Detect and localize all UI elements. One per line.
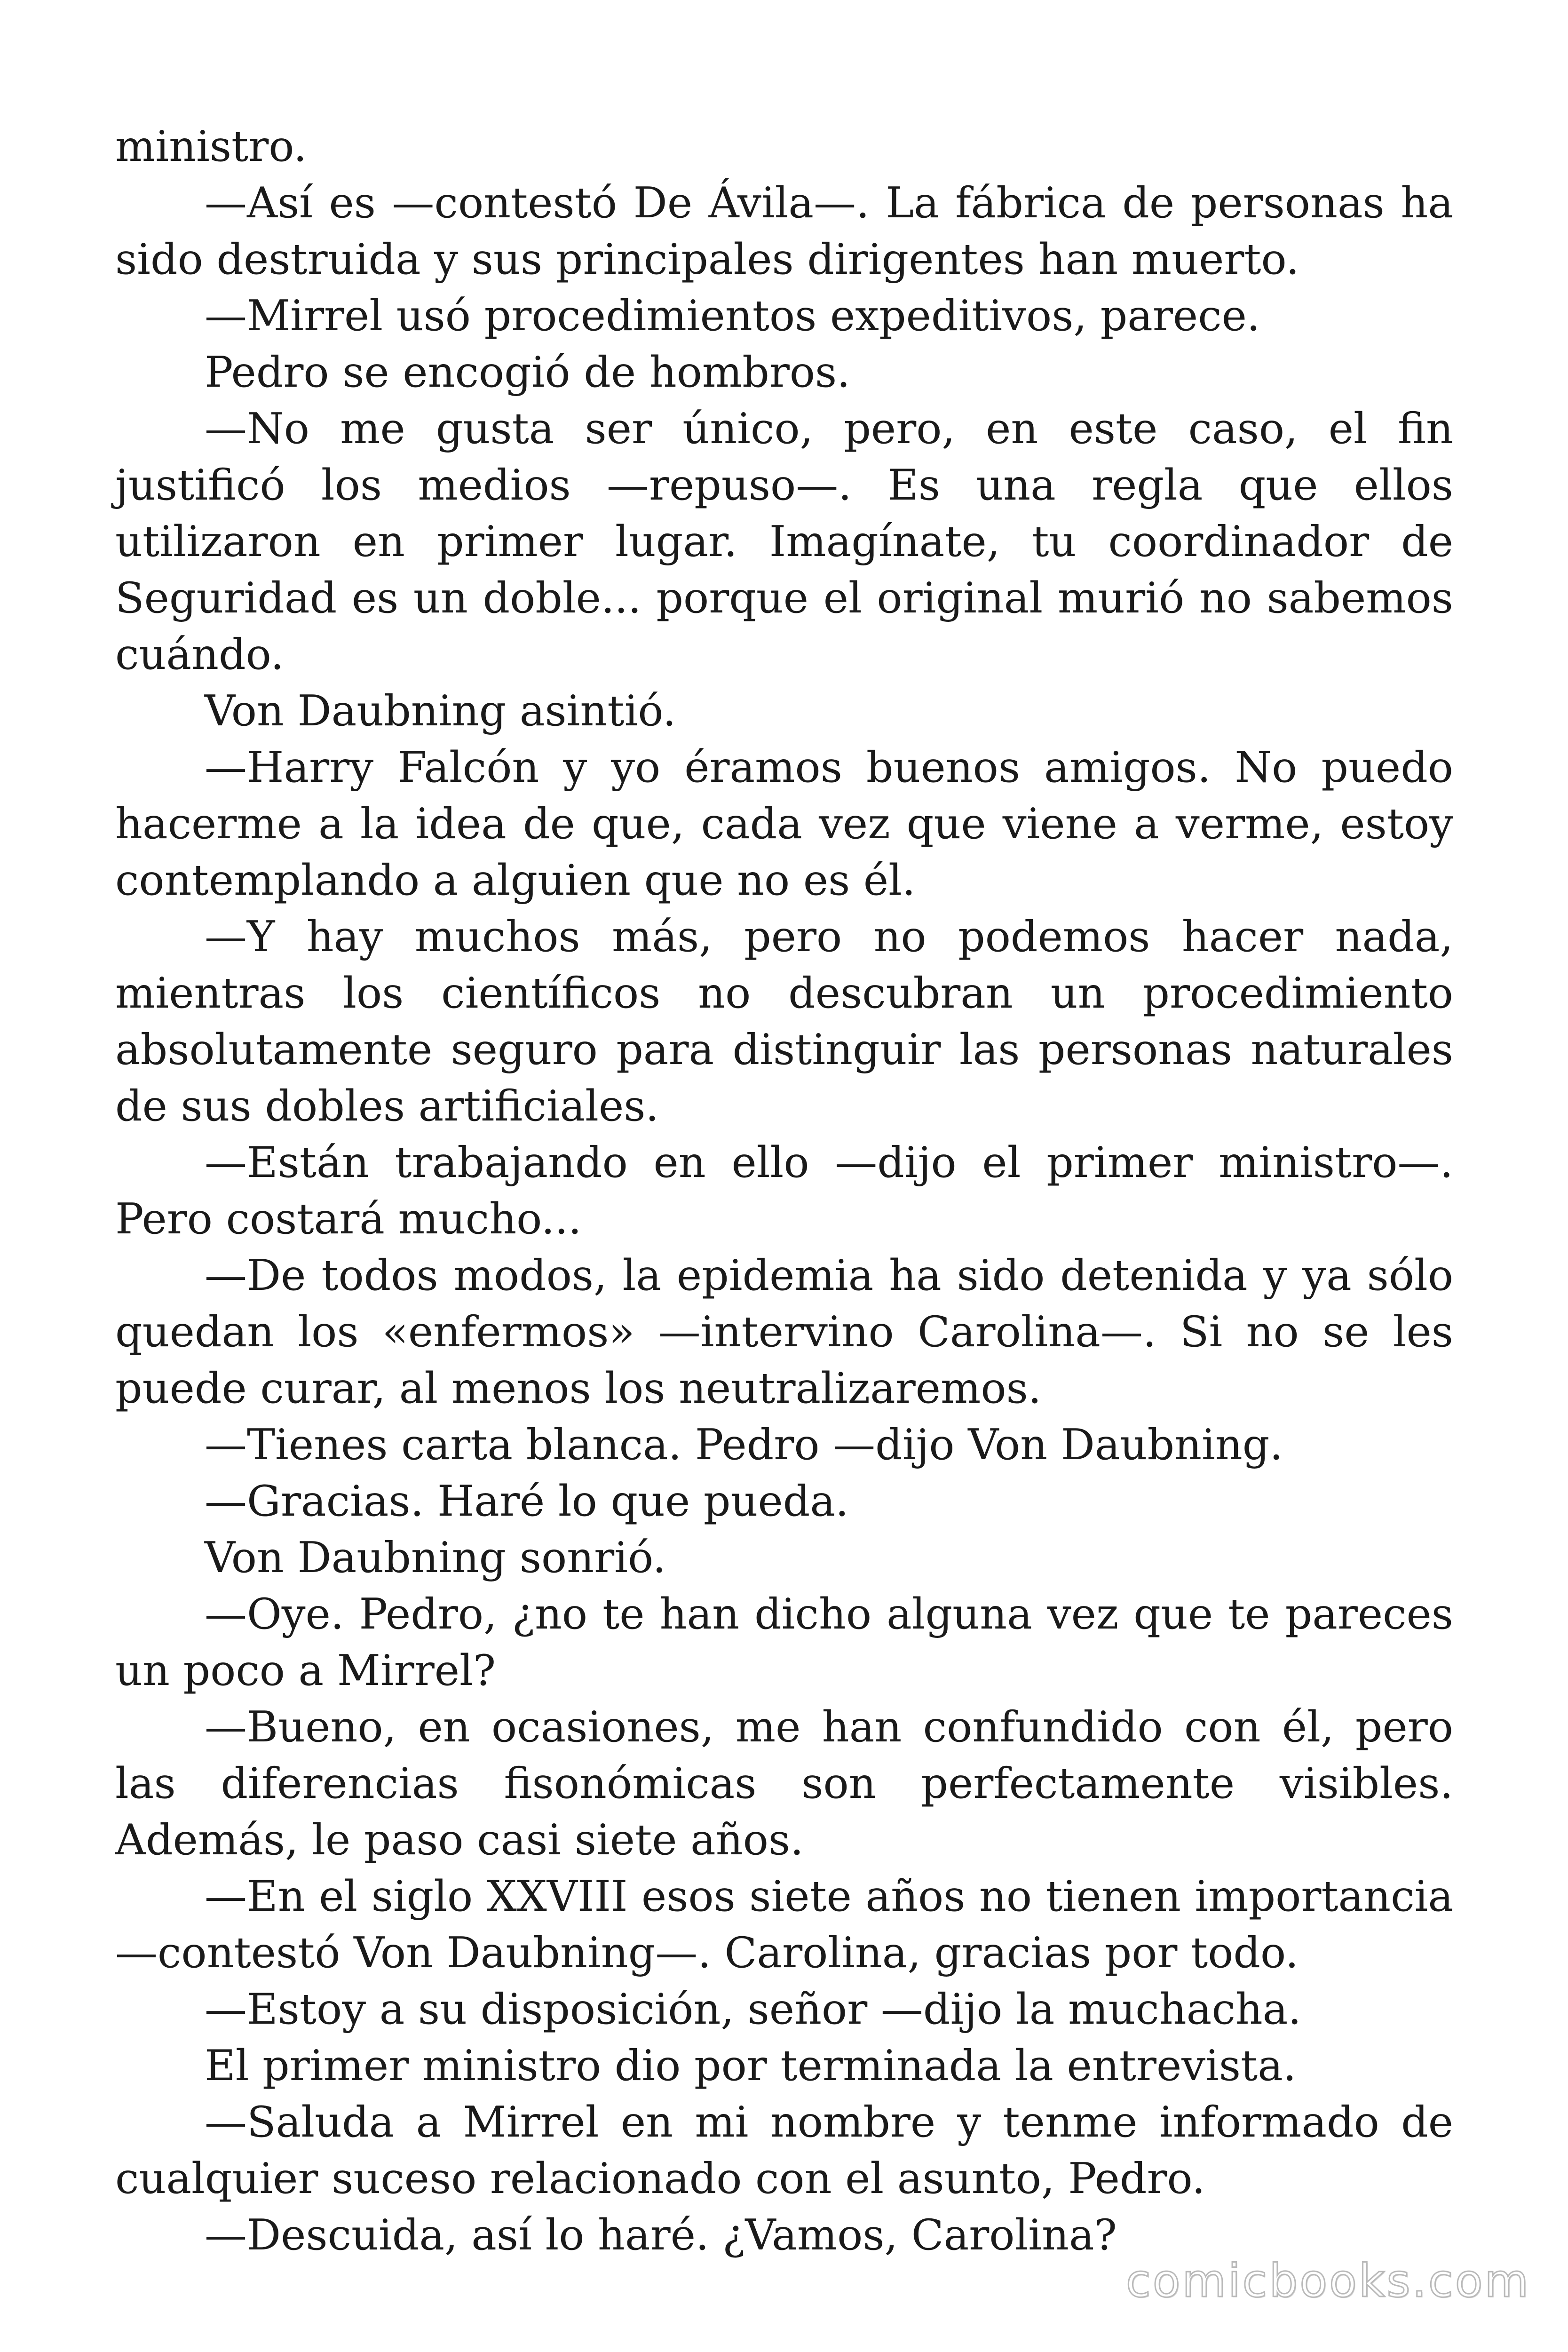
paragraph: ministro. [115, 122, 307, 171]
paragraph: —Están trabajando en ello —dijo el primer ministro—. Pero costará mucho... [115, 1138, 1453, 1244]
paragraph: —No me gusta ser único, pero, en este caso, el fin justificó los medios —repuso—. Es una regla que ellos utilizaron en primer lugar. Imagínate, tu coordinador de Seguridad es un doble... porque el original murió no sabemos cuándo. [115, 404, 1453, 679]
paragraph: —Y hay muchos más, pero no podemos hacer nada, mientras los científicos no descubran un procedimiento absolutamente seguro para distinguir las personas naturales de sus dobles artificiales. [115, 912, 1453, 1131]
paragraph: Von Daubning asintió. [205, 686, 676, 736]
paragraph: —En el siglo XXVIII esos siete años no tienen importancia —contestó Von Daubning—. Carolina, gracias por todo. [115, 1872, 1453, 1978]
paragraph: —Saluda a Mirrel en mi nombre y tenme informado de cualquier suceso relacionado con el asunto, Pedro. [115, 2098, 1453, 2203]
paragraph: —Descuida, así lo haré. ¿Vamos, Carolina? [205, 2210, 1117, 2260]
paragraph: —Bueno, en ocasiones, me han confundido con él, pero las diferencias fisonómicas son perfectamente visibles. Además, le paso casi siete años. [115, 1702, 1453, 1865]
paragraph: —Así es —contestó De Ávila—. La fábrica de personas ha sido destruida y sus principales dirigentes han muerto. [115, 178, 1453, 284]
watermark: comicbooks.com [1125, 2255, 1530, 2307]
paragraph: El primer ministro dio por terminada la entrevista. [205, 2041, 1297, 2090]
paragraph: Pedro se encogió de hombros. [205, 348, 850, 397]
paragraph: —Mirrel usó procedimientos expeditivos, parece. [205, 291, 1260, 341]
paragraph: —De todos modos, la epidemia ha sido detenida y ya sólo quedan los «enfermos» —intervino Carolina—. Si no se les puede curar, al menos los neutralizaremos. [115, 1251, 1453, 1413]
paragraph: Von Daubning sonrió. [205, 1533, 666, 1582]
page-text [115, 119, 1453, 2264]
paragraph: —Harry Falcón y yo éramos buenos amigos. No puedo hacerme a la idea de que, cada vez que viene a verme, estoy contemplando a alguien que no es él. [115, 743, 1453, 905]
paragraph: —Gracias. Haré lo que pueda. [205, 1477, 849, 1526]
paragraph: —Tienes carta blanca. Pedro —dijo Von Daubning. [205, 1420, 1283, 1470]
paragraph: —Oye. Pedro, ¿no te han dicho alguna vez que te pareces un poco a Mirrel? [115, 1589, 1453, 1695]
paragraph: —Estoy a su disposición, señor —dijo la muchacha. [205, 1985, 1301, 2034]
